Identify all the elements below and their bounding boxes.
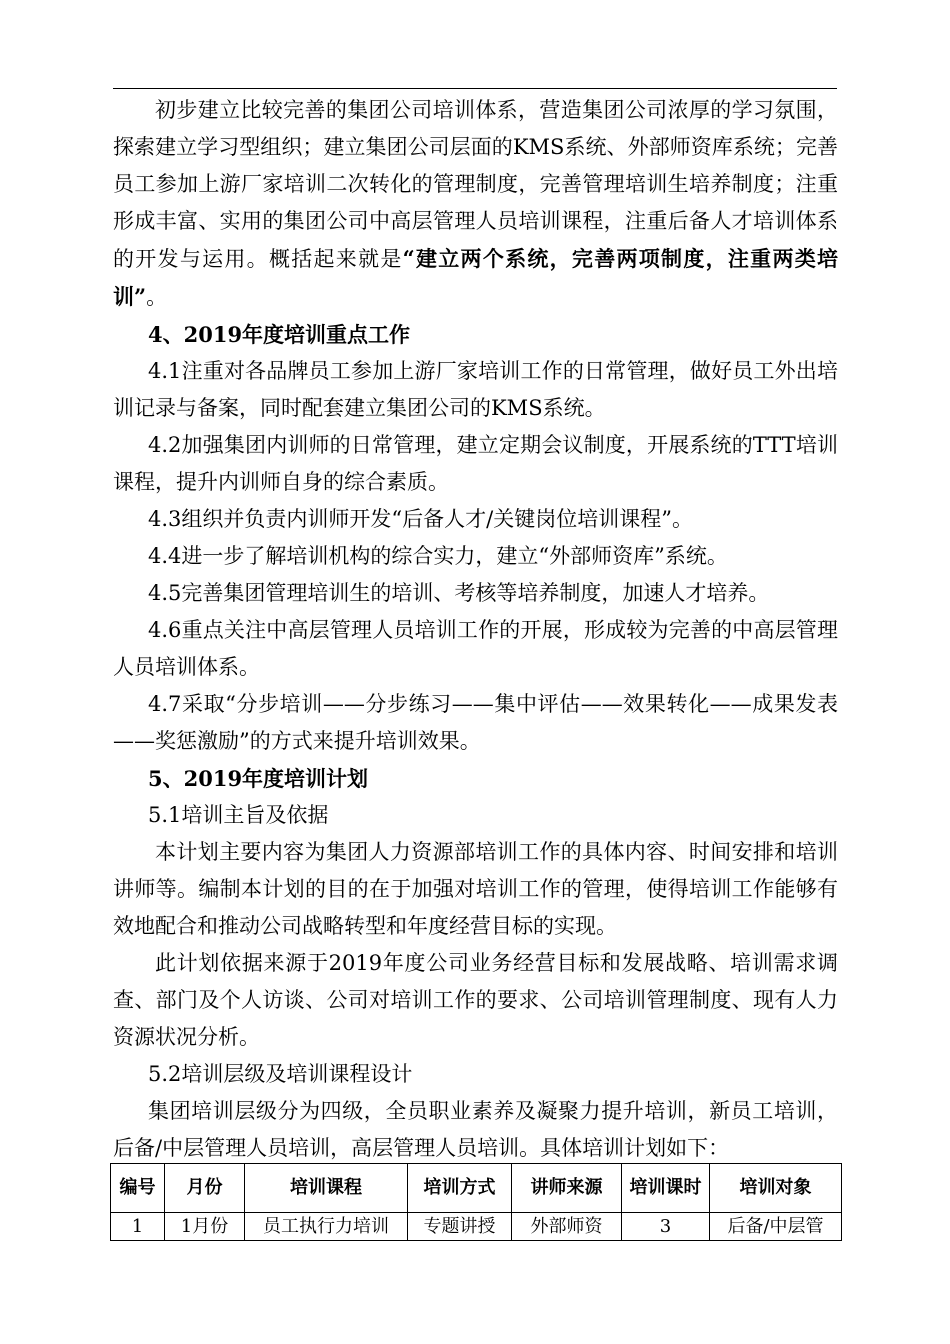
item-4-5: 4.5完善集团管理培训生的培训、考核等培养制度，加速人才培养。 <box>148 581 770 605</box>
cell-method: 专题讲授 <box>408 1213 512 1241</box>
item-4-4: 4.4进一步了解培训机构的综合实力，建立“外部师资库”系统。 <box>148 544 728 568</box>
cell-hours: 3 <box>622 1213 710 1241</box>
item-4-2: 4.2加强集团内训师的日常管理，建立定期会议制度，开展系统的TTT培训课程，提升内训师自身的综合素质。 <box>113 433 838 494</box>
cell-number: 1 <box>111 1213 165 1241</box>
cell-lecturer: 外部师资 <box>512 1213 622 1241</box>
table-row <box>111 1213 842 1241</box>
intro-text: 初步建立比较完善的集团公司培训体系，营造集团公司浓厚的学习氛围，探索建立学习型组织；建立集团公司层面的KMS系统、外部师资库系统；完善员工参加上游厂家培训二次转化的管理制度，完善管理培训生培养制度；注重形成丰富、实用的集团公司中高层管理人员培训课程，注重后备人才培训体系的开发与运用。概括起来就是 <box>113 98 838 271</box>
item-4-7: 4.7采取“分步培训——分步练习——集中评估——效果转化——成果发表——奖惩激励”的方式来提升培训效果。 <box>113 692 838 753</box>
document-body <box>113 92 838 1167</box>
section-5-heading: 5、2019年度培训计划 <box>148 766 369 791</box>
cell-audience: 后备/中层管 <box>710 1213 842 1241</box>
paragraph-5-1-a: 本计划主要内容为集团人力资源部培训工作的具体内容、时间安排和培训讲师等。编制本计划的目的在于加强对培训工作的管理，使得培训工作能够有效地配合和推动公司战略转型和年度经营目标的实现。 <box>113 840 838 938</box>
cell-month: 1月份 <box>165 1213 245 1241</box>
training-plan-table <box>110 1163 842 1241</box>
col-header-lecturer: 讲师来源 <box>512 1164 622 1213</box>
intro-end: 。 <box>146 285 168 309</box>
intro-emphasis: “建立两个系统，完善两项制度，注重两类培训” <box>113 246 838 309</box>
col-header-course: 培训课程 <box>245 1164 408 1213</box>
paragraph-5-1-b: 此计划依据来源于2019年度公司业务经营目标和发展战略、培训需求调查、部门及个人访谈、公司对培训工作的要求、公司培训管理制度、现有人力资源状况分析。 <box>113 951 838 1049</box>
item-4-1: 4.1注重对各品牌员工参加上游厂家培训工作的日常管理，做好员工外出培训记录与备案，同时配套建立集团公司的KMS系统。 <box>113 359 838 420</box>
col-header-audience: 培训对象 <box>710 1164 842 1213</box>
header-rule <box>113 88 837 89</box>
section-4-heading: 4、2019年度培训重点工作 <box>148 322 411 347</box>
item-5-2: 5.2培训层级及培训课程设计 <box>148 1062 413 1086</box>
col-header-month: 月份 <box>165 1164 245 1213</box>
col-header-hours: 培训课时 <box>622 1164 710 1213</box>
item-4-3: 4.3组织并负责内训师开发“后备人才/关键岗位培训课程”。 <box>148 507 693 531</box>
cell-course: 员工执行力培训 <box>245 1213 408 1241</box>
intro-paragraph <box>113 92 838 316</box>
col-header-number: 编号 <box>111 1164 165 1213</box>
item-5-1: 5.1培训主旨及依据 <box>148 803 329 827</box>
item-4-6: 4.6重点关注中高层管理人员培训工作的开展，形成较为完善的中高层管理人员培训体系。 <box>113 618 838 679</box>
table-header-row <box>111 1164 842 1213</box>
col-header-method: 培训方式 <box>408 1164 512 1213</box>
paragraph-5-2: 集团培训层级分为四级，全员职业素养及凝聚力提升培训，新员工培训，后备/中层管理人员培训，高层管理人员培训。具体培训计划如下： <box>113 1099 838 1160</box>
